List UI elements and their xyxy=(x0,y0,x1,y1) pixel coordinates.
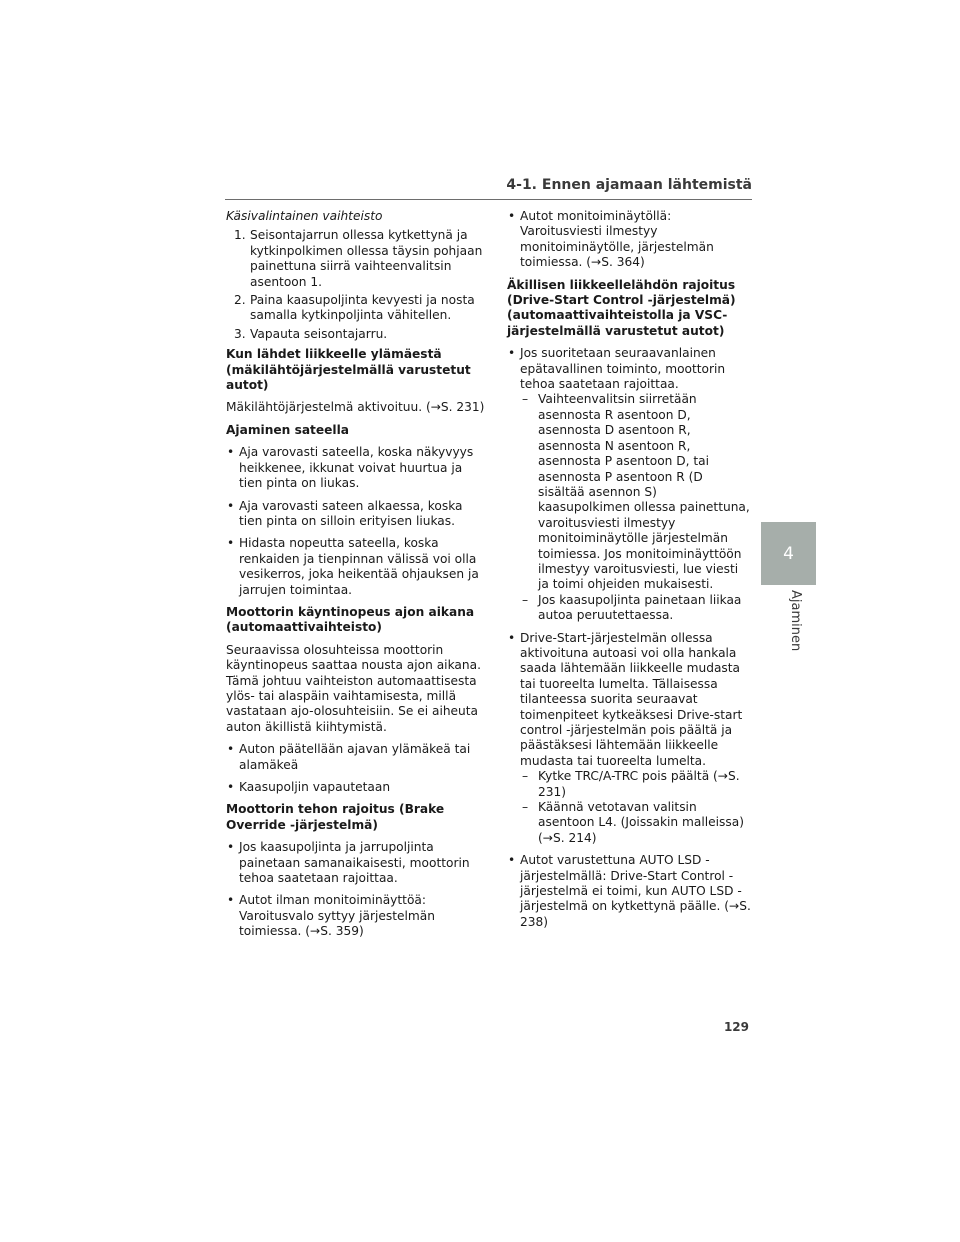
list-item xyxy=(226,228,488,290)
bullet-dot-icon: • xyxy=(227,445,235,460)
manual-transmission-heading: Käsivalintainen vaihteisto xyxy=(226,209,383,223)
step-number: 1. xyxy=(234,228,246,243)
bullet-text: Jos kaasupoljinta ja jarrupoljinta painetaan samanaikaisesti, moottorin tehoa saatetaan rajoittaa. xyxy=(239,840,470,886)
list-item xyxy=(226,840,488,886)
step-text: Vapauta seisontajarru. xyxy=(250,326,388,341)
brake-override-heading: Moottorin tehon rajoitus (Brake Override -järjestelmä) xyxy=(226,802,445,832)
bullet-text: Auton päätellään ajavan ylämäkeä tai alamäkeä xyxy=(239,742,471,772)
rain-bullets xyxy=(226,445,488,598)
bullet-dot-icon: • xyxy=(227,742,235,757)
sub-list-item xyxy=(520,392,752,592)
chapter-label: Ajaminen xyxy=(788,590,803,652)
hill-start-heading: Kun lähdet liikkeelle ylämäestä (mäkilähtöjärjestelmällä varustetut autot) xyxy=(226,347,471,393)
chapter-number: 4 xyxy=(783,544,794,564)
list-item xyxy=(507,209,752,271)
chapter-tab xyxy=(761,522,816,585)
sub-list xyxy=(520,392,752,623)
left-column xyxy=(226,209,488,947)
drive-start-control-heading: Äkillisen liikkeellelähdön rajoitus (Drive-Start Control -järjestelmä) (automaattivaihteistolla ja VSC-järjestelmällä varustetut autot) xyxy=(507,277,736,338)
list-item xyxy=(226,293,488,324)
bullet-dot-icon: • xyxy=(227,536,235,551)
dash-icon: – xyxy=(522,769,529,784)
list-item xyxy=(226,893,488,939)
list-item xyxy=(507,346,752,623)
sub-list xyxy=(520,769,752,846)
bullet-text: Aja varovasti sateella, koska näkyvyys heikkenee, ikkunat voivat huurtua ja tien pinta on liukas. xyxy=(239,445,474,491)
page-number: 129 xyxy=(723,1020,749,1034)
list-item xyxy=(226,536,488,598)
list-item xyxy=(226,499,488,530)
bullet-text: Kaasupoljin vapautetaan xyxy=(239,780,391,794)
list-item xyxy=(226,780,488,795)
step-number: 3. xyxy=(234,326,246,341)
step-text: Paina kaasupoljinta kevyesti ja nosta samalla kytkinpoljinta vähitellen. xyxy=(250,293,475,323)
sub-item-text: Kytke TRC/A-TRC pois päältä (→S. 231) xyxy=(538,769,740,799)
dash-icon: – xyxy=(522,392,529,407)
step-text: Seisontajarrun ollessa kytkettynä ja kytkinpolkimen ollessa täysin pohjaan painettuna siirrä vaihteenvalitsin asentoon 1. xyxy=(250,228,483,289)
bullet-text: Autot varustettuna AUTO LSD -järjestelmällä: Drive-Start Control -järjestelmä ei toimi, kun AUTO LSD -järjestelmä on kytkettynä päälle. (→S. 238) xyxy=(520,853,751,929)
bullet-dot-icon: • xyxy=(508,853,516,868)
right-column xyxy=(507,209,752,937)
bullet-dot-icon: • xyxy=(508,630,516,645)
monitor-bullet-list xyxy=(507,209,752,271)
brake-override-bullets xyxy=(226,840,488,939)
engine-speed-text: Seuraavissa olosuhteissa moottorin käyntinopeus saattaa nousta ajon aikana. Tämä johtuu vaihteiston automaattisesta ylös- tai alaspäin vaihtamisesta, millä vastataan ajo-olosuhteisiin. Se ei aiheuta auton äkillistä kiihtymistä. xyxy=(226,642,481,734)
sub-list-item xyxy=(520,769,752,800)
bullet-text: Jos suoritetaan seuraavanlainen epätavallinen toiminto, moottorin tehoa saatetaan rajoittaa. xyxy=(520,346,726,392)
header-rule xyxy=(225,199,752,200)
list-item xyxy=(507,631,752,847)
manual-steps-list xyxy=(226,228,488,342)
bullet-dot-icon: • xyxy=(227,893,235,908)
bullet-dot-icon: • xyxy=(227,840,235,855)
bullet-dot-icon: • xyxy=(227,498,235,513)
dash-icon: – xyxy=(522,592,529,607)
bullet-dot-icon: • xyxy=(508,346,516,361)
dash-icon: – xyxy=(522,800,529,815)
bullet-dot-icon: • xyxy=(508,209,516,223)
rain-driving-heading: Ajaminen sateella xyxy=(226,422,349,437)
list-item xyxy=(507,853,752,930)
sub-item-text: Käännä vetotavan valitsin asentoon L4. (Joissakin malleissa) (→S. 214) xyxy=(538,800,744,845)
bullet-text: Hidasta nopeutta sateella, koska renkaiden ja tienpinnan välissä voi olla vesikerros, joka heikentää ohjauksen ja jarrujen toimintaa. xyxy=(239,536,479,597)
section-title: 4-1. Ennen ajamaan lähtemistä xyxy=(506,177,752,193)
list-item xyxy=(226,445,488,491)
bullet-dot-icon: • xyxy=(227,780,235,794)
hill-start-text: Mäkilähtöjärjestelmä aktivoituu. (→S. 231) xyxy=(226,400,485,415)
bullet-text: Autot ilman monitoiminäyttöä: Varoitusvalo syttyy järjestelmän toimiessa. (→S. 359) xyxy=(239,893,435,939)
drive-start-control-bullets xyxy=(507,346,752,930)
engine-speed-bullets xyxy=(226,742,488,795)
engine-speed-heading: Moottorin käyntinopeus ajon aikana (automaattivaihteisto) xyxy=(226,604,475,635)
bullet-text: Drive-Start-järjestelmän ollessa aktivoituna autoasi voi olla hankala saada lähtemään liikkeelle mudasta tai tuoreelta lumelta. Tällaisessa tilanteessa suorita seuraavat toimenpiteet kytkeäksesi Drive-start control -järjestelmän pois päältä ja päästäksesi lähtemään liikkeelle mudasta tai tuoreelta lumelta. xyxy=(520,630,743,768)
sub-item-text: Vaihteenvalitsin siirretään asennosta R asentoon D, asennosta D asentoon R, asennosta N asentoon R, asennosta P asentoon D, tai asennosta P asentoon R (D sisältää asennon S) kaasupolkimen ollessa painettuna, varoitusviesti ilmestyy monitoiminäytölle järjestelmän toimiessa. Jos monitoiminäyttöön ilmestyy varoitusviesti, lue viesti ja toimi ohjeiden mukaisesti. xyxy=(538,392,750,592)
sub-list-item xyxy=(520,800,752,846)
bullet-text: Aja varovasti sateen alkaessa, koska tien pinta on silloin erityisen liukas. xyxy=(239,498,463,528)
step-number: 2. xyxy=(234,293,246,308)
list-item xyxy=(226,327,488,342)
sub-item-text: Jos kaasupoljinta painetaan liikaa autoa peruutettaessa. xyxy=(538,592,742,623)
list-item xyxy=(226,742,488,773)
bullet-text: Autot monitoiminäytöllä: Varoitusviesti ilmestyy monitoiminäytölle, järjestelmän toimiessa. (→S. 364) xyxy=(520,209,714,270)
sub-list-item xyxy=(520,593,752,624)
